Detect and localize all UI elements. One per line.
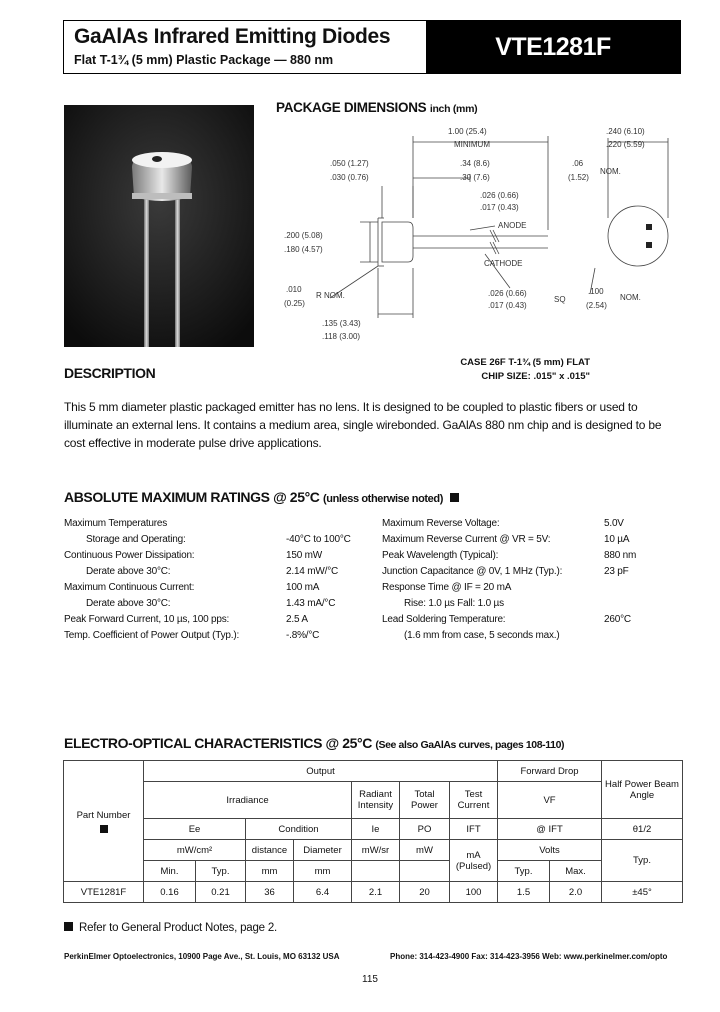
eo-part-header bbox=[64, 761, 144, 882]
eo-part-header-text: Part Number bbox=[76, 809, 131, 821]
square-bullet-icon bbox=[64, 922, 73, 931]
eo-at-ift-header: @ IFT bbox=[498, 819, 602, 840]
eo-cell-ie: 2.1 bbox=[352, 882, 400, 903]
eo-condition-header: Condition bbox=[246, 819, 352, 840]
eo-po-header: PO bbox=[400, 819, 450, 840]
table-row bbox=[64, 819, 683, 840]
dim-sq: SQ bbox=[554, 295, 566, 304]
amr-right-label: Rise: 1.0 µs Fall: 1.0 µs bbox=[404, 598, 504, 609]
amr-left-value: 1.43 mA/°C bbox=[286, 598, 336, 609]
amr-right-label: Maximum Reverse Current @ VR = 5V: bbox=[382, 534, 551, 545]
header-right bbox=[426, 21, 680, 73]
dim-026: .026 (0.66) bbox=[480, 191, 519, 200]
footer-contact: Phone: 314-423-4900 Fax: 314-423-3956 Web: www.perkinelmer.com/opto bbox=[390, 952, 668, 961]
document-title: GaAlAs Infrared Emitting Diodes bbox=[74, 25, 391, 48]
eo-ma-pulsed-header: mA (Pulsed) bbox=[450, 840, 498, 882]
package-heading-text: PACKAGE DIMENSIONS bbox=[276, 100, 427, 115]
part-number-title: VTE1281F bbox=[495, 32, 611, 61]
amr-right-label: (1.6 mm from case, 5 seconds max.) bbox=[404, 630, 560, 641]
eo-cell-typ: 0.21 bbox=[196, 882, 246, 903]
led-photo-illustration bbox=[64, 105, 254, 347]
footer-company: PerkinElmer Optoelectronics, 10900 Page Ave., St. Louis, MO 63132 USA bbox=[64, 952, 340, 961]
dim-152: (1.52) bbox=[568, 173, 589, 182]
amr-heading-note: (unless otherwise noted) bbox=[323, 493, 443, 505]
dim-135: .135 (3.43) bbox=[322, 319, 361, 328]
eo-test-current-header: Test Current bbox=[450, 782, 498, 819]
header bbox=[63, 20, 681, 74]
dim-dia2: .220 (5.59) bbox=[606, 140, 645, 149]
amr-left-value: 2.14 mW/°C bbox=[286, 566, 339, 577]
eo-ift-header: IFT bbox=[450, 819, 498, 840]
amr-right-label: Lead Soldering Temperature: bbox=[382, 614, 506, 625]
dim-017: .017 (0.43) bbox=[480, 203, 519, 212]
dim-180: .180 (4.57) bbox=[284, 245, 323, 254]
amr-right-label: Maximum Reverse Voltage: bbox=[382, 518, 500, 529]
eo-radiant-header: Radiant Intensity bbox=[352, 782, 400, 819]
dim-200: .200 (5.08) bbox=[284, 231, 323, 240]
amr-left-label: Derate above 30°C: bbox=[86, 566, 171, 577]
eo-heading-text: ELECTRO-OPTICAL CHARACTERISTICS @ 25°C bbox=[64, 735, 372, 751]
eo-ie-header: Ie bbox=[352, 819, 400, 840]
package-dimensions-heading bbox=[276, 100, 477, 115]
amr-right-label: Response Time @ IF = 20 mA bbox=[382, 582, 512, 593]
table-row bbox=[64, 882, 683, 903]
dim-dia: .240 (6.10) bbox=[606, 127, 645, 136]
dim-030: .030 (0.76) bbox=[330, 173, 369, 182]
dim-rnom: R NOM. bbox=[316, 291, 345, 300]
dim-100: .100 bbox=[588, 287, 604, 296]
amr-right-value: 10 µA bbox=[604, 534, 630, 545]
eo-cell-angle: ±45° bbox=[602, 882, 683, 903]
square-bullet-icon bbox=[100, 825, 108, 833]
eo-mwcm2-header: mW/cm² bbox=[144, 840, 246, 861]
dim-minimum: MINIMUM bbox=[454, 140, 490, 149]
eo-half-angle-header: Half Power Beam Angle bbox=[602, 761, 683, 819]
amr-right-label: Junction Capacitance @ 0V, 1 MHz (Typ.): bbox=[382, 566, 563, 577]
amr-left-value: 2.5 A bbox=[286, 614, 308, 625]
amr-left-value: -40°C to 100°C bbox=[286, 534, 351, 545]
table-row bbox=[64, 761, 683, 782]
dimension-drawing bbox=[270, 118, 690, 358]
eo-distance-header: distance bbox=[246, 840, 294, 861]
led-lead-right bbox=[175, 197, 180, 347]
eo-heading-note: (See also GaAlAs curves, pages 108-110) bbox=[375, 739, 565, 751]
eo-typ3-header: Typ. bbox=[498, 861, 550, 882]
dim-010: .010 bbox=[286, 285, 302, 294]
led-lead-left bbox=[144, 197, 149, 347]
dim-254: (2.54) bbox=[586, 301, 607, 310]
refer-note bbox=[64, 922, 277, 934]
eo-mw-header: mW bbox=[400, 840, 450, 861]
eo-cell-vf-typ: 1.5 bbox=[498, 882, 550, 903]
eo-cell-part: VTE1281F bbox=[64, 882, 144, 903]
eo-heading bbox=[64, 735, 564, 751]
eo-cell-vf-max: 2.0 bbox=[550, 882, 602, 903]
chip-size: CHIP SIZE: .015" x .015" bbox=[481, 371, 590, 382]
dim-118: .118 (3.00) bbox=[322, 332, 361, 341]
eo-cell-diameter: 6.4 bbox=[294, 882, 352, 903]
eo-table bbox=[63, 760, 683, 903]
amr-left-label: Peak Forward Current, 10 µs, 100 pps: bbox=[64, 614, 230, 625]
amr-left-value: 100 mA bbox=[286, 582, 320, 593]
description-text: This 5 mm diameter plastic packaged emitter has no lens. It is designed to be coupled to plastic fibers or used to illuminate an external lens. It contains a medium area, single wirebonded. GaAlAs 880 nm chip and is designed to be cost effective in moderate pulse drive applications. bbox=[64, 400, 662, 450]
eo-mm2-header: mm bbox=[294, 861, 352, 882]
dim-34: .34 (8.6) bbox=[460, 159, 490, 168]
dim-cathode: CATHODE bbox=[484, 259, 523, 268]
table-row bbox=[64, 782, 683, 819]
eo-typ2-header: Typ. bbox=[196, 861, 246, 882]
product-photo bbox=[64, 105, 254, 347]
amr-left-label: Temp. Coefficient of Power Output (Typ.): bbox=[64, 630, 240, 641]
refer-note-text: Refer to General Product Notes, page 2. bbox=[79, 922, 278, 934]
amr-left-label: Storage and Operating: bbox=[86, 534, 186, 545]
amr-heading-text: ABSOLUTE MAXIMUM RATINGS @ 25°C bbox=[64, 489, 320, 505]
eo-mm1-header: mm bbox=[246, 861, 294, 882]
eo-mwsr-header: mW/sr bbox=[352, 840, 400, 861]
page-number: 115 bbox=[362, 974, 378, 985]
description-heading: DESCRIPTION bbox=[64, 365, 156, 381]
eo-max-header: Max. bbox=[550, 861, 602, 882]
eo-diameter-header: Diameter bbox=[294, 840, 352, 861]
package-unit: inch (mm) bbox=[429, 103, 478, 115]
dim-025: (0.25) bbox=[284, 299, 305, 308]
eo-theta-header: θ1/2 bbox=[602, 819, 683, 840]
eo-blank bbox=[400, 861, 450, 882]
amr-right-value: 260°C bbox=[604, 614, 631, 625]
dim-017b: .017 (0.43) bbox=[488, 301, 527, 310]
table-row bbox=[64, 840, 683, 861]
amr-left-label: Derate above 30°C: bbox=[86, 598, 171, 609]
eo-min-header: Min. bbox=[144, 861, 196, 882]
eo-blank bbox=[352, 861, 400, 882]
eo-ee-header: Ee bbox=[144, 819, 246, 840]
square-bullet-icon bbox=[450, 493, 459, 502]
amr-left-label: Maximum Temperatures bbox=[64, 518, 168, 529]
dim-min-length: 1.00 (25.4) bbox=[448, 127, 487, 136]
amr-heading bbox=[64, 489, 459, 505]
eo-cell-ift: 100 bbox=[450, 882, 498, 903]
amr-left-value: 150 mW bbox=[286, 550, 323, 561]
eo-total-power-header: Total Power bbox=[400, 782, 450, 819]
dim-anode: ANODE bbox=[498, 221, 527, 230]
eo-forward-drop-header: Forward Drop bbox=[498, 761, 602, 782]
eo-cell-min: 0.16 bbox=[144, 882, 196, 903]
led-side-body bbox=[382, 222, 413, 262]
document-subtitle: Flat T-1¾ (5 mm) Plastic Package — 880 nm bbox=[74, 53, 334, 67]
amr-right-value: 880 nm bbox=[604, 550, 637, 561]
amr-left-label: Continuous Power Dissipation: bbox=[64, 550, 195, 561]
case-label: CASE 26F T-1¾ (5 mm) FLAT bbox=[460, 357, 590, 368]
eo-volts-header: Volts bbox=[498, 840, 602, 861]
eo-irradiance-header: Irradiance bbox=[144, 782, 352, 819]
eo-cell-po: 20 bbox=[400, 882, 450, 903]
dim-nom: NOM. bbox=[600, 167, 621, 176]
amr-right-value: 23 pF bbox=[604, 566, 629, 577]
eo-output-header: Output bbox=[144, 761, 498, 782]
amr-right-label: Peak Wavelength (Typical): bbox=[382, 550, 499, 561]
case-info bbox=[390, 356, 590, 384]
dim-30: .30 (7.6) bbox=[460, 173, 490, 182]
led-end-view bbox=[608, 206, 668, 266]
amr-left-value: -.8%/°C bbox=[286, 630, 320, 641]
table-row bbox=[64, 861, 683, 882]
eo-cell-distance: 36 bbox=[246, 882, 294, 903]
amr-right-value: 5.0V bbox=[604, 518, 624, 529]
dim-06: .06 bbox=[572, 159, 584, 168]
dim-026b: .026 (0.66) bbox=[488, 289, 527, 298]
dim-nom2: NOM. bbox=[620, 293, 641, 302]
dim-050: .050 (1.27) bbox=[330, 159, 369, 168]
amr-left-label: Maximum Continuous Current: bbox=[64, 582, 195, 593]
eo-typ-header: Typ. bbox=[602, 840, 683, 882]
eo-vf-header: VF bbox=[498, 782, 602, 819]
header-left bbox=[64, 21, 426, 73]
